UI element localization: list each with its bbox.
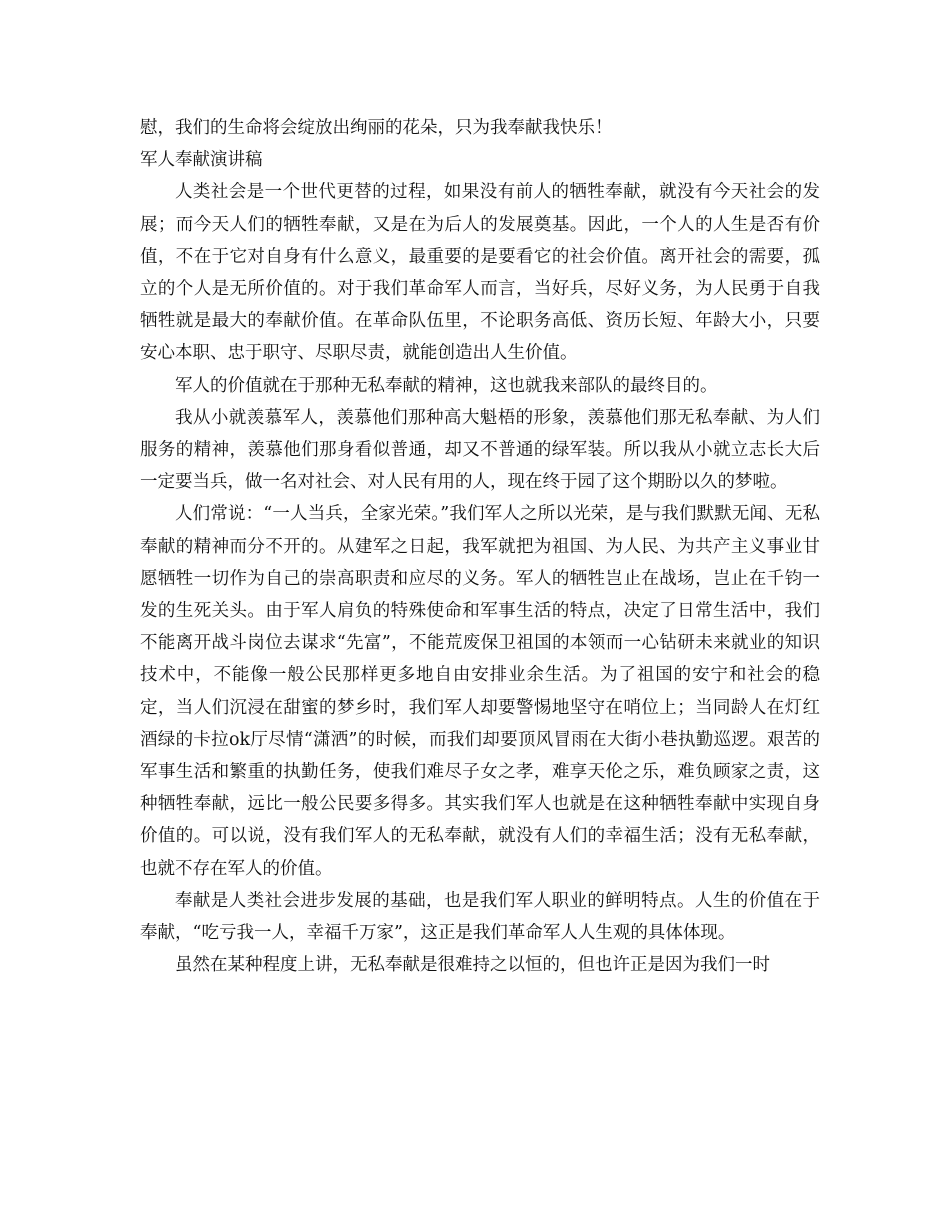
document-title: 军人奉献演讲稿 — [140, 150, 263, 171]
paragraph-6: 虽然在某种程度上讲，无私奉献是很难持之以恒的，但也许正是因为我们一时 — [175, 955, 770, 976]
document-body — [140, 112, 820, 981]
paragraph-2: 军人的价值就在于那种无私奉献的精神，这也就我来部队的最终目的。 — [175, 375, 718, 396]
continuation-line: 慰，我们的生命将会绽放出绚丽的花朵，只为我奉献我快乐！ — [140, 118, 613, 138]
paragraph-4: 人们常说：“一人当兵，全家光荣。”我们军人之所以光荣，是与我们默默无闻、无私奉献的精神而分不开的。从建军之日起，我军就把为祖国、为人民、为共产主义事业甘愿牺牲一切作为自己的崇高职责和应尽的义务。军人的牺牲岂止在战场，岂止在千钧一发的生死关头。由于军人肩负的特殊使命和军事生活的特点，决定了日常生活中，我们不能离开战斗岗位去谋求“先富”，不能荒废保卫祖国的本领而一心钻研未来就业的知识技术中，不能像一般公民那样更多地自由安排业余生活。为了祖国的安宁和社会的稳定，当人们沉浸在甜蜜的梦乡时，我们军人却要警惕地坚守在哨位上；当同龄人在灯红酒绿的卡拉ok厅尽情“潇洒”的时候，而我们却要顶风冒雨在大街小巷执勤巡逻。艰苦的军事生活和繁重的执勤任务，使我们难尽子女之孝，难享天伦之乐，难负顾家之责，这种牺牲奉献，远比一般公民要多得多。其实我们军人也就是在这种牺牲奉献中实现自身价值的。可以说，没有我们军人的无私奉献，就没有人们的幸福生活；没有无私奉献，也就不存在军人的价值。 — [140, 504, 820, 879]
paragraph-1: 人类社会是一个世代更替的过程，如果没有前人的牺牲奉献，就没有今天社会的发展；而今天人们的牺牲奉献，又是在为后人的发展奠基。因此，一个人的人生是否有价值，不在于它对自身有什么意义，最重要的是要看它的社会价值。离开社会的需要，孤立的个人是无所价值的。对于我们革命军人而言，当好兵，尽好义务，为人民勇于自我牺牲就是最大的奉献价值。在革命队伍里，不论职务高低、资历长短、年龄大小，只要安心本职、忠于职守、尽职尽责，就能创造出人生价值。 — [140, 182, 820, 364]
paragraph-3: 我从小就羡慕军人，羡慕他们那种高大魁梧的形象，羡慕他们那无私奉献、为人们服务的精神，羡慕他们那身看似普通，却又不普通的绿军装。所以我从小就立志长大后一定要当兵，做一名对社会、对人民有用的人，现在终于园了这个期盼以久的梦啦。 — [140, 407, 820, 493]
paragraph-5: 奉献是人类社会进步发展的基础，也是我们军人职业的鲜明特点。人生的价值在于奉献，“吃亏我一人，幸福千万家”，这正是我们革命军人人生观的具体体现。 — [140, 890, 820, 944]
